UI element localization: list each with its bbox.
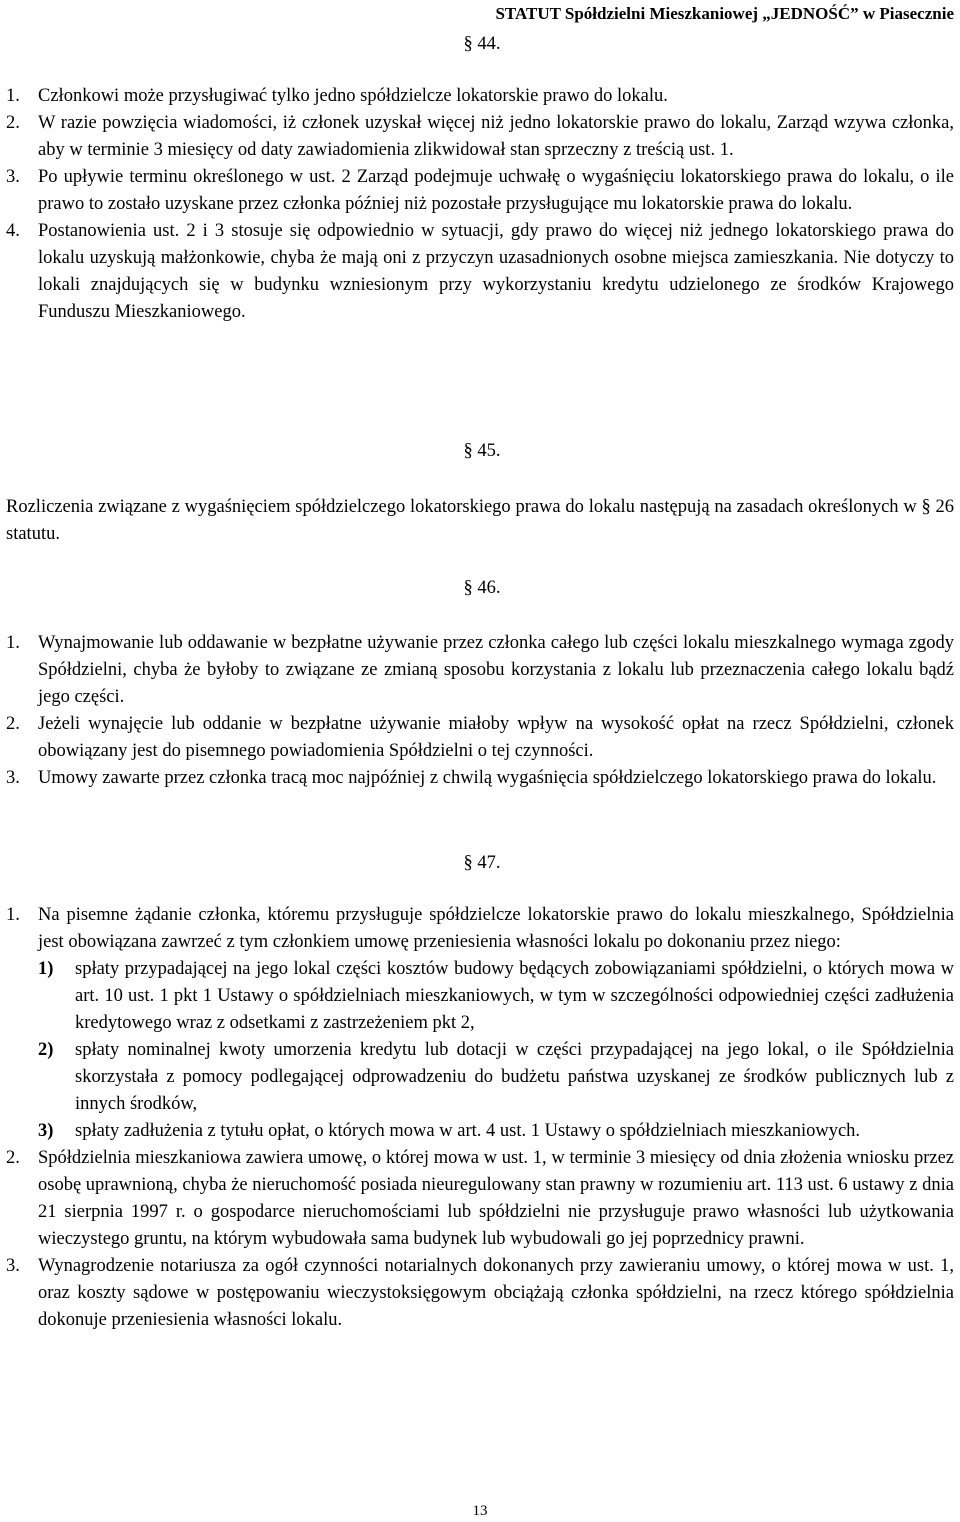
section-47-content (6, 902, 954, 1334)
list-item: 1. Członkowi może przysługiwać tylko jedno spółdzielcze lokatorskie prawo do lokalu. (6, 86, 668, 106)
sub-list-item: 1) spłaty przypadającej na jego lokal części kosztów budowy będących zobowiązaniami spółdzielni, o których mowa w art. 10 ust. 1 pkt 1 Ustawy o spółdzielniach mieszkaniowych, w tym w szczególności odpowiedniej części zadłużenia kredytowego wraz z odsetkami z zastrzeżeniem pkt 2, (38, 959, 954, 1033)
section-heading-46: § 46. (463, 578, 501, 598)
page-number: 13 (472, 1503, 488, 1519)
list-item: 3. Umowy zawarte przez członka tracą moc najpóźniej z chwilą wygaśnięcia spółdzielczego lokatorskiego prawa do lokalu. (6, 768, 937, 788)
section-46-content (6, 630, 954, 792)
section-45-paragraph: Rozliczenia związane z wygaśnięciem spółdzielczego lokatorskiego prawa do lokalu następują na zasadach określonych w § 26 statutu. (6, 497, 954, 544)
list-item: 4. Postanowienia ust. 2 i 3 stosuje się odpowiednio w sytuacji, gdy prawo do więcej niż jednego lokatorskiego prawa do lokalu uzyskują małżonkowie, chyba że mają oni z przyczyn uzasadnionych osobne miejsca zamieszkania. Nie dotyczy to lokali znajdujących się w budynku wzniesionym przy wykorzystaniu kredytu udzielonego ze środków Krajowego Funduszu Mieszkaniowego. (6, 221, 954, 322)
document-header: STATUT Spółdzielni Mieszkaniowej „JEDNOŚĆ” w Piasecznie (495, 4, 954, 23)
section-44-content (6, 83, 954, 326)
list-item: 3. Wynagrodzenie notariusza za ogół czynności notarialnych dokonanych przy zawieraniu umowy, o której mowa w ust. 1, oraz koszty sądowe w postępowaniu wieczystoksięgowym obciążają członka spółdzielni, na rzecz którego spółdzielnia dokonuje przeniesienia własności lokalu. (6, 1256, 954, 1330)
list-item: 2. Spółdzielnia mieszkaniowa zawiera umowę, o której mowa w ust. 1, w terminie 3 miesięcy od dnia złożenia wniosku przez osobę uprawnioną, chyba że nieruchomość posiada nieuregulowany stan prawny w rozumieniu art. 113 ust. 6 ustawy z dnia 21 sierpnia 1997 r. o gospodarce nieruchomościami lub spółdzielni nie przysługuje prawo własności lub użytkowania wieczystego gruntu, na którym wybudowała sama budynek lub wybudowali go jej poprzednicy prawni. (6, 1148, 954, 1249)
sub-list-item: 3) spłaty zadłużenia z tytułu opłat, o których mowa w art. 4 ust. 1 Ustawy o spółdzielniach mieszkaniowych. (38, 1121, 861, 1141)
list-item: 1. Na pisemne żądanie członka, któremu przysługuje spółdzielcze lokatorskie prawo do lokalu mieszkalnego, Spółdzielnia jest obowiązana zawrzeć z tym członkiem umowę przeniesienia własności lokalu po dokonaniu przez niego: (6, 905, 954, 952)
sub-list-item: 2) spłaty nominalnej kwoty umorzenia kredytu lub dotacji w części przypadającej na jego lokal, o ile Spółdzielnia skorzystała z pomocy podlegającej odprowadzeniu do budżetu państwa uzyskanej ze środków publicznych lub z innych środków, (38, 1040, 954, 1114)
list-item: 1. Wynajmowanie lub oddawanie w bezpłatne używanie przez członka całego lub części lokalu mieszkalnego wymaga zgody Spółdzielni, chyba że byłoby to związane ze zmianą sposobu korzystania z lokalu lub przeznaczenia całego lokalu bądź jego części. (6, 633, 954, 707)
section-heading-45: § 45. (463, 441, 501, 461)
section-heading-47: § 47. (463, 853, 501, 873)
list-item: 2. W razie powzięcia wiadomości, iż członek uzyskał więcej niż jedno lokatorskie prawo do lokalu, Zarząd wzywa członka, aby w terminie 3 miesięcy od daty zawiadomienia zlikwidował stan sprzeczny z treścią ust. 1. (6, 113, 954, 160)
list-item: 2. Jeżeli wynajęcie lub oddanie w bezpłatne używanie miałoby wpływ na wysokość opłat na rzecz Spółdzielni, członek obowiązany jest do pisemnego powiadomienia Spółdzielni o tej czynności. (6, 714, 954, 761)
section-heading-44: § 44. (463, 34, 501, 54)
list-item: 3. Po upływie terminu określonego w ust. 2 Zarząd podejmuje uchwałę o wygaśnięciu lokatorskiego prawa do lokalu, o ile prawo to zostało uzyskane przez członka później niż pozostałe przysługujące mu lokatorskie prawa do lokalu. (6, 167, 954, 214)
